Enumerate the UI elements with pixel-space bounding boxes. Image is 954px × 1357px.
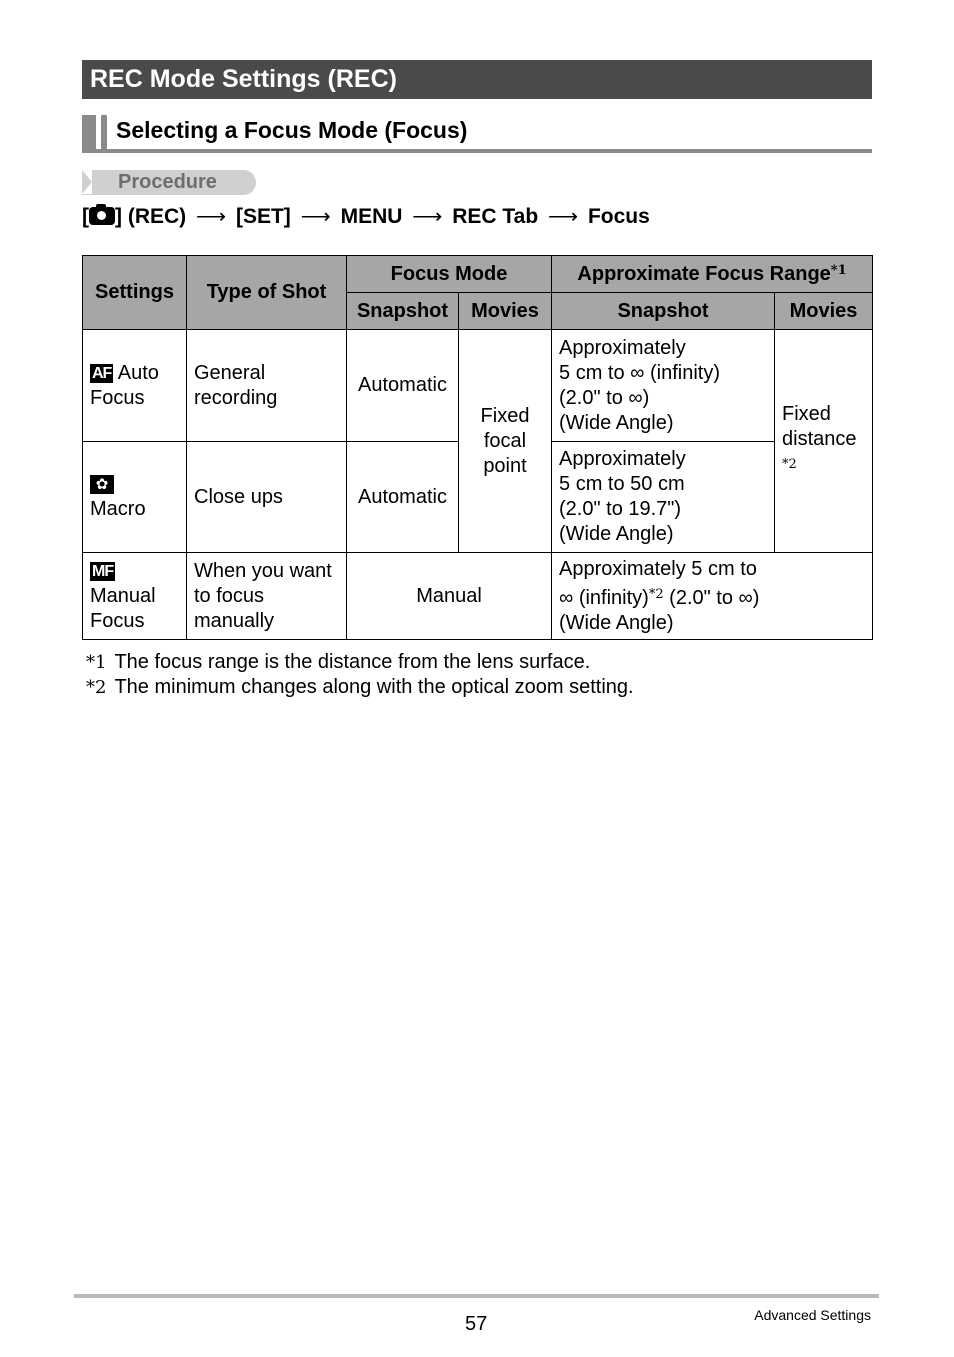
macro-icon: ✿ xyxy=(90,475,114,494)
cell-type: Close ups xyxy=(187,442,347,553)
footnote-mark: *1 xyxy=(86,652,107,673)
cell-range-snapshot xyxy=(552,330,775,442)
cell-range-snapshot xyxy=(552,442,775,553)
cell-mode-snapshot: Automatic xyxy=(347,442,459,553)
range-text: 5 cm to ∞ (infinity) xyxy=(559,361,720,384)
movies-range-text: distance xyxy=(782,427,857,450)
range-text: (Wide Angle) xyxy=(559,523,674,545)
type-text: General xyxy=(194,361,266,384)
header-approx-range-text: Approximate Focus Range xyxy=(577,262,831,285)
footnote-text: The focus range is the distance from the lens surface. xyxy=(114,651,591,673)
table-row xyxy=(83,330,873,442)
cell-range-movies xyxy=(775,330,873,553)
cell-type xyxy=(187,330,347,442)
footnote xyxy=(86,675,634,700)
footnote-ref: *2 xyxy=(782,456,797,472)
path-menu: MENU xyxy=(340,205,403,228)
setting-name: Focus xyxy=(90,609,145,632)
header-approx-range xyxy=(552,256,873,293)
table-row xyxy=(83,553,873,640)
camera-icon xyxy=(89,207,115,225)
auto-focus-icon: AF xyxy=(92,364,112,382)
range-text: (Wide Angle) xyxy=(559,611,674,634)
menu-path xyxy=(82,204,650,229)
header-type-of-shot: Type of Shot xyxy=(187,256,347,330)
movies-mode-text: Fixed xyxy=(480,404,530,427)
type-text: recording xyxy=(194,386,278,409)
procedure-notch xyxy=(82,170,92,194)
header-range-movies: Movies xyxy=(775,293,873,330)
focus-mode-table xyxy=(82,255,873,640)
path-set: [SET] xyxy=(235,205,291,228)
section-title: REC Mode Settings (REC) xyxy=(82,60,872,99)
type-text: to focus xyxy=(194,584,265,607)
movies-mode-text: point xyxy=(483,454,527,477)
path-open: [ xyxy=(82,205,89,228)
movies-mode-text: focal xyxy=(483,429,527,452)
range-text: Approximately xyxy=(559,448,686,470)
cell-mode-combined: Manual xyxy=(347,553,552,640)
path-focus: Focus xyxy=(587,205,650,228)
subsection-title: Selecting a Focus Mode (Focus) xyxy=(116,117,468,143)
path-rec: ] (REC) xyxy=(115,205,187,228)
cell-range-combined xyxy=(552,553,873,640)
arrow-icon: ⟶ xyxy=(412,205,443,228)
cell-setting xyxy=(83,442,187,553)
header-range-snapshot: Snapshot xyxy=(552,293,775,330)
header-marker-bar-thin xyxy=(101,115,107,149)
arrow-icon: ⟶ xyxy=(548,205,579,228)
footnote xyxy=(86,650,634,675)
footnote-text: The minimum changes along with the optical zoom setting. xyxy=(114,676,634,698)
footnote-mark: *2 xyxy=(86,677,107,698)
setting-name: Manual xyxy=(90,584,156,607)
footnotes xyxy=(86,650,634,700)
range-text: 5 cm to 50 cm xyxy=(559,473,685,495)
setting-name: Focus xyxy=(90,386,145,409)
footnote-ref: *1 xyxy=(830,262,847,278)
cell-type xyxy=(187,553,347,640)
table-header-row xyxy=(83,256,873,293)
range-text: Approximately xyxy=(559,336,686,359)
header-focus-mode: Focus Mode xyxy=(347,256,552,293)
range-text: ∞ (infinity) xyxy=(559,586,649,609)
cell-setting xyxy=(83,553,187,640)
arrow-icon: ⟶ xyxy=(300,205,331,228)
header-mode-snapshot: Snapshot xyxy=(347,293,459,330)
header-settings: Settings xyxy=(83,256,187,330)
page-number: 57 xyxy=(465,1313,488,1335)
footer-section-label: Advanced Settings xyxy=(754,1307,871,1323)
header-marker-bar xyxy=(82,115,96,149)
type-text: manually xyxy=(194,609,275,632)
type-text: When you want xyxy=(194,559,332,582)
range-text: (Wide Angle) xyxy=(559,411,674,434)
footnote-ref: *2 xyxy=(648,586,664,602)
range-text: (2.0" to 19.7") xyxy=(559,498,682,520)
cell-mode-snapshot: Automatic xyxy=(347,330,459,442)
movies-range-text: Fixed xyxy=(782,402,831,425)
range-text: (2.0" to ∞) xyxy=(663,586,760,609)
subsection-header xyxy=(82,115,872,153)
procedure-label xyxy=(82,170,256,195)
path-rec-tab: REC Tab xyxy=(452,205,539,228)
cell-setting xyxy=(83,330,187,442)
procedure-text: Procedure xyxy=(118,171,217,193)
header-mode-movies: Movies xyxy=(459,293,552,330)
footer-divider xyxy=(74,1294,879,1298)
range-text: Approximately 5 cm to xyxy=(559,557,757,580)
manual-focus-icon: MF xyxy=(92,562,114,580)
cell-mode-movies xyxy=(459,330,552,553)
range-text: (2.0" to ∞) xyxy=(559,386,650,409)
setting-name: Macro xyxy=(90,498,146,520)
setting-name: Auto xyxy=(117,361,159,384)
arrow-icon: ⟶ xyxy=(196,205,227,228)
